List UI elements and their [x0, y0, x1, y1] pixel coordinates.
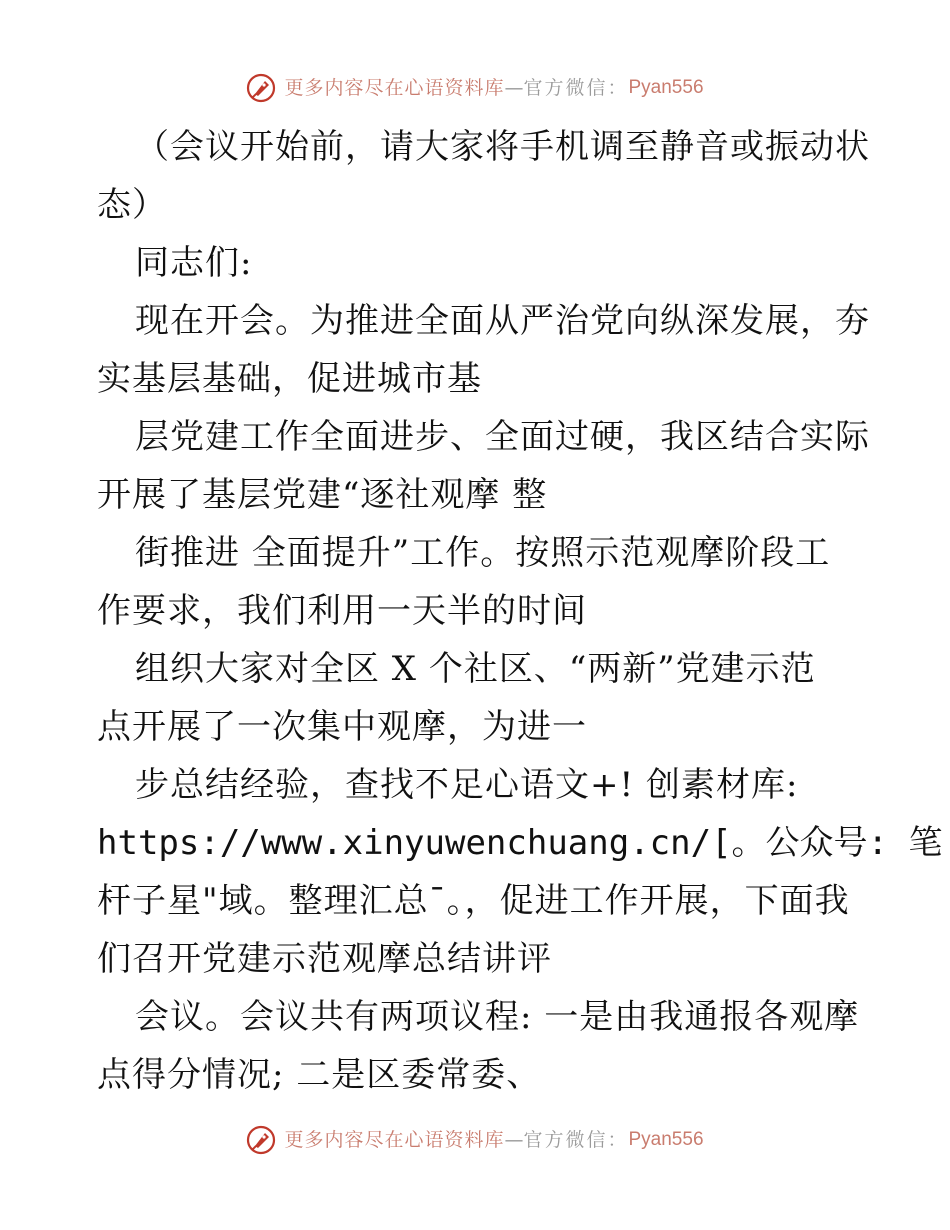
document-body [97, 118, 943, 1104]
body-line: 开展了基层党建“逐社观摩 整 [97, 475, 548, 515]
salutation: 同志们: [135, 243, 253, 283]
body-line: 点开展了一次集中观摩，为进一 [97, 707, 587, 747]
watermark-account: Pyan556 [628, 1129, 704, 1150]
body-line: 作要求，我们利用一天半的时间 [97, 591, 587, 631]
watermark-brand-text: 更多内容尽在心语资料库 [284, 77, 505, 99]
watermark-account: Pyan556 [628, 77, 704, 98]
body-line: 点得分情况; 二是区委常委、 [97, 1055, 542, 1095]
body-line: （会议开始前，请大家将手机调至静音或振动状 [135, 127, 870, 167]
body-line: 步总结经验，查找不足心语文+! 创素材库: [135, 765, 799, 805]
body-line: 组织大家对全区 X 个社区、“两新”党建示范 [135, 649, 816, 689]
body-line: 杆子星"域。整理汇总¯。，促进工作开展，下面我 [97, 881, 850, 921]
body-line: 街推进 全面提升”工作。按照示范观摩阶段工 [135, 533, 831, 573]
body-line: 层党建工作全面进步、全面过硬，我区结合实际 [135, 417, 870, 457]
body-line-url: https://www.xinyuwenchuang.cn/[。公众号: 笔 [97, 823, 943, 863]
pen-nib-logo-icon [246, 73, 276, 103]
header-watermark [0, 73, 950, 103]
watermark-official-label: 官方微信： [523, 77, 629, 99]
body-line: 态） [97, 185, 167, 225]
watermark-dash: — [504, 77, 524, 99]
body-line: 们召开党建示范观摩总结讲评 [97, 939, 552, 979]
watermark-official-label: 官方微信： [523, 1129, 629, 1151]
watermark-brand-text: 更多内容尽在心语资料库 [284, 1129, 505, 1151]
footer-watermark [0, 1125, 950, 1155]
body-line: 会议。会议共有两项议程: 一是由我通报各观摩 [135, 997, 860, 1037]
body-line: 现在开会。为推进全面从严治党向纵深发展，夯 [135, 301, 870, 341]
watermark-dash: — [504, 1129, 524, 1151]
body-line: 实基层基础，促进城市基 [97, 359, 482, 399]
pen-nib-logo-icon [246, 1125, 276, 1155]
